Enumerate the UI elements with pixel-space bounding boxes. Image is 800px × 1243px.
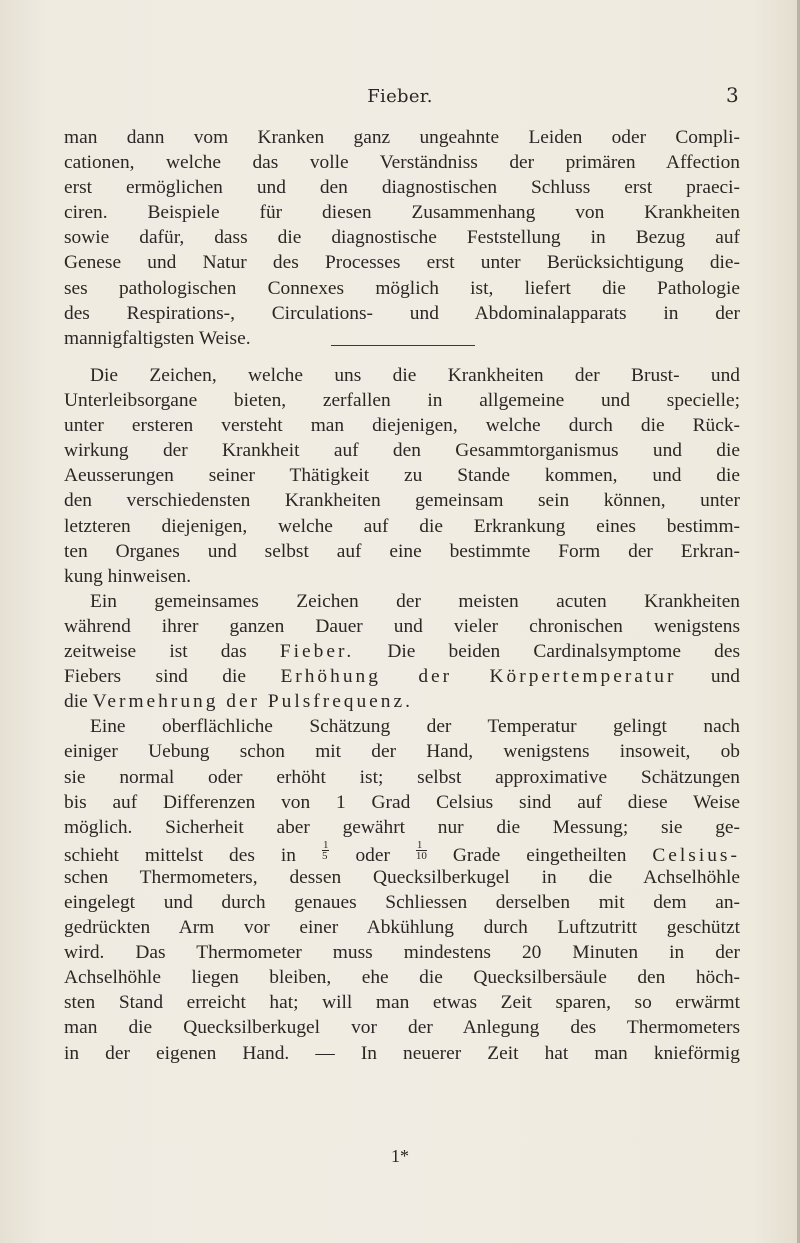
text-line: in der eigenen Hand. — In neuerer Zeit hat man knieförmig bbox=[64, 1042, 740, 1064]
text-line: man dann vom Kranken ganz ungeahnte Leiden oder Compli- bbox=[64, 127, 740, 148]
text-line: sten Stand erreicht hat; will man etwas Zeit sparen, so erwärmt bbox=[64, 992, 740, 1014]
fraction-denominator: 10 bbox=[415, 849, 427, 862]
text-line: sowie dafür, dass die diagnostische Feststellung in Bezug auf bbox=[64, 227, 740, 249]
text-line: Unterleibsorgane bieten, zerfallen in allgemeine und specielle; bbox=[64, 390, 740, 412]
text-line: Achselhöhle liegen bleiben, ehe die Quecksilbersäule den höch- bbox=[64, 967, 740, 989]
section-divider bbox=[331, 345, 475, 346]
text-line: unter ersteren versteht man diejenigen, welche durch die Rück- bbox=[64, 415, 740, 437]
running-title: Fieber. bbox=[367, 86, 433, 107]
text-line: wirkung der Krankheit auf den Gesammtorganismus und die bbox=[64, 440, 740, 462]
text-line: eingelegt und durch genaues Schliessen derselben mit dem an- bbox=[64, 891, 740, 913]
emphasis-spaced: Erhöhung der Körpertemperatur bbox=[280, 666, 677, 688]
emphasis-spaced: Celsius- bbox=[652, 844, 740, 866]
fraction-numerator: 1 bbox=[322, 838, 329, 851]
paragraph-2 bbox=[64, 363, 740, 1066]
text-line: Aeusserungen seiner Thätigkeit zu Stande kommen, und die bbox=[64, 465, 740, 487]
text-run: oder bbox=[355, 844, 390, 866]
text-run: Grade eingetheilten bbox=[452, 844, 627, 866]
text-line bbox=[64, 689, 740, 714]
page-number: 3 bbox=[726, 83, 739, 107]
text-line: man die Quecksilberkugel vor der Anlegung des Thermometers bbox=[64, 1017, 740, 1039]
fraction bbox=[416, 840, 427, 861]
emphasis-spaced: Vermehrung der Pulsfrequenz. bbox=[92, 691, 413, 713]
text-run: Fiebers sind die bbox=[64, 666, 246, 688]
text-line: Die Zeichen, welche uns die Krankheiten der Brust- und bbox=[90, 365, 740, 386]
text-run: zeitweise ist das bbox=[64, 641, 247, 663]
text-line: den verschiedensten Krankheiten gemeinsam sein können, unter bbox=[64, 490, 740, 512]
text-line: Ein gemeinsames Zeichen der meisten acuten Krankheiten bbox=[90, 590, 740, 612]
fraction-numerator: 1 bbox=[416, 840, 427, 851]
text-line: ciren. Beispiele für diesen Zusammenhang von Krankheiten bbox=[64, 202, 740, 224]
text-line: ten Organes und selbst auf eine bestimmte Form der Erkran- bbox=[64, 540, 740, 562]
text-line: sie normal oder erhöht ist; selbst approximative Schätzungen bbox=[64, 766, 740, 788]
text-run: und bbox=[710, 666, 740, 688]
text-line: bis auf Differenzen von 1 Grad Celsius sind auf diese Weise bbox=[64, 791, 740, 813]
text-line: kung hinweisen. bbox=[64, 565, 192, 587]
text-line bbox=[64, 639, 740, 664]
text-line: einiger Uebung schon mit der Hand, wenigstens insoweit, ob bbox=[64, 741, 740, 763]
text-line: ses pathologischen Connexes möglich ist, liefert die Pathologie bbox=[64, 277, 740, 299]
text-line bbox=[64, 840, 740, 865]
text-line: letzteren diejenigen, welche auf die Erkrankung eines bestimm- bbox=[64, 515, 740, 537]
text-run: schieht mittelst des in bbox=[64, 844, 296, 866]
text-line: während ihrer ganzen Dauer und vieler chronischen wenigstens bbox=[64, 615, 740, 637]
text-line bbox=[64, 664, 740, 689]
text-run: Die beiden Cardinalsymptome des bbox=[387, 641, 740, 663]
text-line: erst ermöglichen und den diagnostischen Schluss erst praeci- bbox=[64, 177, 740, 199]
fraction bbox=[322, 840, 330, 861]
emphasis-spaced: Fieber. bbox=[279, 641, 355, 663]
text-line: wird. Das Thermometer muss mindestens 20 Minuten in der bbox=[64, 942, 740, 964]
text-line: schen Thermometers, dessen Quecksilberkugel in die Achselhöhle bbox=[64, 866, 740, 888]
text-line: des Respirations-, Circulations- und Abdominalapparats in der bbox=[64, 302, 740, 324]
fraction-denominator: 5 bbox=[321, 849, 328, 862]
signature-mark: 1* bbox=[391, 1146, 409, 1166]
text-run: die bbox=[64, 691, 88, 713]
text-line: möglich. Sicherheit aber gewährt nur die Messung; sie ge- bbox=[64, 816, 740, 838]
text-line: gedrückten Arm vor einer Abkühlung durch Luftzutritt geschützt bbox=[64, 917, 740, 939]
text-line: Eine oberflächliche Schätzung der Temperatur gelingt nach bbox=[90, 716, 740, 738]
text-line: cationen, welche das volle Verständniss der primären Affection bbox=[64, 152, 740, 174]
paragraph-1 bbox=[64, 125, 740, 351]
text-line: mannigfaltigsten Weise. bbox=[64, 327, 251, 349]
text-line: Genese und Natur des Processes erst unter Berücksichtigung die- bbox=[64, 252, 740, 274]
